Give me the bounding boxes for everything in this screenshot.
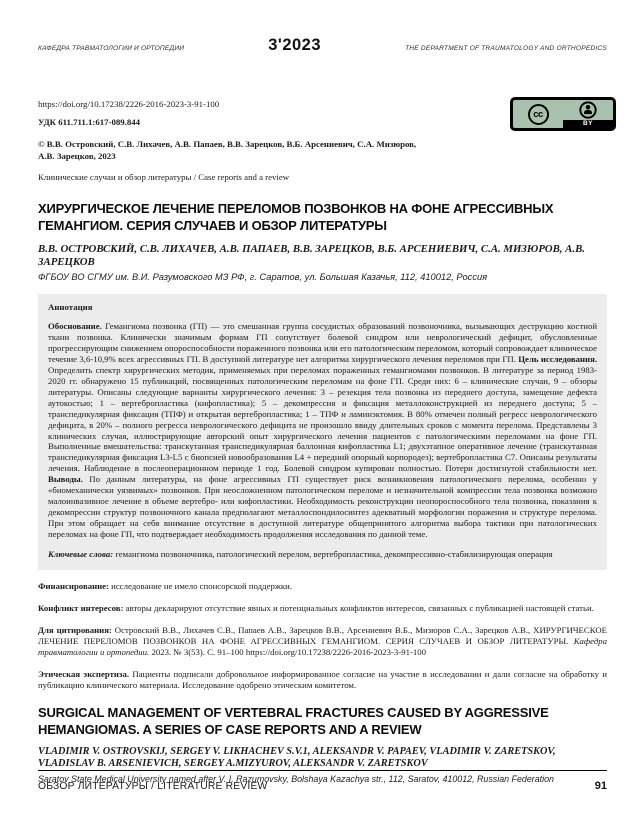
keywords-label: Ключевые слова: xyxy=(48,549,114,560)
funding-text: исследование не имело спонсорской поддержки. xyxy=(108,581,293,592)
cc-by-label: BY xyxy=(563,120,613,128)
copyright-notice xyxy=(38,139,607,162)
copyright-line2: А.В. Зарецков, 2023 xyxy=(38,150,116,161)
citation-text: Островский В.В., Лихачев С.В., Папаев А.В., Зарецков В.В., Арсениевич В.Б., Мизюров С.А., Зарецков А.В., ХИРУРГИЧЕСКОЕ ЛЕЧЕНИЕ ПЕРЕЛОМОВ ПОЗВОНКОВ НА ФОНЕ АГРЕССИВНЫХ ГЕМАНГИОМ. СЕРИЯ СЛУЧАЕВ И ОБЗОР ЛИТЕРАТУРЫ. xyxy=(38,624,607,646)
keywords xyxy=(48,549,597,560)
authors-en: VLADIMIR V. OSTROVSKIJ, SERGEY V. LIKHACHEV S.V.1, ALEKSANDR V. PAPAEV, VLADIMIR V. ZARETSKOV, VLADISLAV B. ARSENIEVICH, SERGEY A.MIZYUROV, ALEKSANDR V. ZARETSKOV xyxy=(38,745,556,769)
article-meta xyxy=(38,99,607,182)
cc-badge-right xyxy=(563,100,613,128)
authors-ru: В.В. ОСТРОВСКИЙ, С.В. ЛИХАЧЕВ, А.В. ПАПАЕВ, В.В. ЗАРЕЦКОВ, В.Б. АРСЕНИЕВИЧ, С.А. МИЗЮРОВ, А.В. ЗАРЕЦКОВ xyxy=(38,243,585,268)
article-title-ru-line2: ГЕМАНГИОМ. СЕРИЯ СЛУЧАЕВ И ОБЗОР ЛИТЕРАТУРЫ xyxy=(38,218,387,233)
ethics-text: Пациенты подписали добровольное информированное согласие на участие в исследовании и дали согласие на обработку и публикацию клинического материала. Исследование одобрено этическим комитетом. xyxy=(38,668,607,690)
page-footer xyxy=(38,770,607,792)
citation-label: Для цитирования: xyxy=(38,624,112,635)
conflict-text: авторы декларируют отсутствие явных и потенциальных конфликтов интересов, связанных с публикацией настоящей статьи. xyxy=(123,602,594,613)
abstract-aim-text: Определить спектр хирургических методик, применяемых при переломах пораженных гемангиомами позвонков. В литературе за период 1983-2020 гг. обнаружено 15 публикаций, посвященных патологическим переломам на фоне ГП. Среди них: 6 – клинические случаи, 9 – обзоры литературы. Описаны следующие варианты хирургического лечения: 3 – резекция тела позвонка из переднего доступа, замещение дефекта аутокостью; 1 – вертебропластика (кифопластика); 5 – декомпрессия и фиксация металлоконструкцией из переднего доступа; 5 – транспедикулярная фиксация (ТПФ) и открытая вертебропластика; 1 – ТПФ и ламинэктомия. В 80% отмечен полный регресс неврологического дефицита, в 20% – полного регресса неврологического дефицита не произошло ввиду длительных сроков с момента перелома. Представлены 3 клинических случая, иллюстрирующие авторский опыт хирургического лечения пациентов с патологическими переломами на фоне ГП. Выполненные вмешательства: транскутанная транспедикулярная баллонная кифопластика L1; двухэтапное оперативное лечение (транскутанная транспедикулярная фиксация L3-L5 с биопсией новообразования L4 + передний опорный корпородез); вертебропластика С7. Описаны результаты лечения. Наблюдение в послеоперационном периоде 1 год. Болевой синдром купирован полностью. Потери достигнутой стабильности нет. xyxy=(48,364,597,474)
abstract-text xyxy=(48,321,597,540)
ethics-label: Этическая экспертиза. xyxy=(38,668,130,679)
affiliation-ru: ФГБОУ ВО СГМУ им. В.И. Разумовского МЗ РФ, г. Саратов, ул. Большая Казачья, 112, 410012, Россия xyxy=(38,272,488,282)
cc-logo-icon: cc xyxy=(528,104,549,125)
abstract-aim-label: Цель исследования. xyxy=(518,353,598,364)
footer-row xyxy=(38,771,607,792)
cc-by-license-badge xyxy=(510,97,616,131)
issue-number: 3'2023 xyxy=(268,36,322,54)
article-title-ru xyxy=(38,200,607,234)
abstract-heading: Аннотация xyxy=(48,302,93,312)
cc-badge-left xyxy=(513,104,563,125)
article-title-en-line1: SURGICAL MANAGEMENT OF VERTEBRAL FRACTURES CAUSED BY AGGRESSIVE xyxy=(38,704,549,720)
copyright-line1: © В.В. Островский, С.В. Лихачев, А.В. Папаев, В.В. Зарецков, В.Б. Арсениевич, С.А. Мизюров, xyxy=(38,139,417,149)
abstract-conclusions-text: По данным литературы, на фоне агрессивных ГП существует риск возникновения патологического перелома, особенно у «биомеханически уязвимых» позвонков. При неосложненном патологическом переломе и незначительной компрессии тела позвонка возможно малоинвазивное лечение в объеме вертебро- или кифопластики. Необходимость реконструкции неопороспособного тела позвонка, показания к декомпрессии структур позвоночного канала предполагают металлоспондилосинтез адекватный морфологии поражения и структуре перелома. При этом обращает на себя внимание отсутствие в доступной литературе общепринятого алгоритма выбора тактики при патологических переломах на фоне ГП, что подтверждает необходимость продолжения исследования по данной теме. xyxy=(48,474,597,540)
keywords-text: гемангиома позвоночника, патологический перелом, вертебропластика, декомпрессивно-стабилизирующая операция xyxy=(113,549,553,560)
ethics-note xyxy=(38,669,607,691)
journal-name-ru: КАФЕДРА ТРАВМАТОЛОГИИ И ОРТОПЕДИИ xyxy=(38,45,185,52)
article-title-en xyxy=(38,704,607,738)
citation-journal-name: Кафедра травматологии и ортопедии. xyxy=(38,635,607,657)
page-number: 91 xyxy=(594,780,607,792)
section-label: Клинические случаи и обзор литературы / Case reports and a review xyxy=(38,172,290,182)
funding-label: Финансирование: xyxy=(38,581,109,592)
doi-link[interactable]: https://doi.org/10.17238/2226-2016-2023-3-91-100 xyxy=(38,99,220,109)
conflict-of-interest-note xyxy=(38,603,607,614)
udk-number: УДК 611.711.1:617-089.844 xyxy=(38,117,141,127)
journal-name-en: THE DEPARTMENT OF TRAUMATOLOGY AND ORTHOPEDICS xyxy=(405,45,607,52)
funding-note xyxy=(38,581,607,592)
abstract-background-label: Обоснование. xyxy=(48,321,102,331)
person-icon xyxy=(578,101,598,119)
running-head xyxy=(38,36,607,55)
affiliation-en: Saratov State Medical University named after V. I. Razumovsky, Bolshaya Kazachya str., 112, Saratov, 410012, Russian Federation xyxy=(38,773,554,784)
article-title-ru-line1: ХИРУРГИЧЕСКОЕ ЛЕЧЕНИЕ ПЕРЕЛОМОВ ПОЗВОНКОВ НА ФОНЕ АГРЕССИВНЫХ xyxy=(38,201,554,216)
abstract-conclusions-label: Выводы. xyxy=(48,474,83,485)
abstract-background-text: Гемангиома позвонка (ГП) — это смешанная группа сосудистых образований позвоночника, вызывающих деструкцию костной ткани позвонка. Клинически значимым формам ГП сопутствует болевой синдром или неврологический дефицит, обусловленные прогрессирующим снижением опороспособности пораженного позвонка или его патологическим переломом, который сопровождает клиническое течение 3,6-10,9% всех агрессивных ГП. В доступной литературе нет алгоритма хирургического лечения переломов при ГП. xyxy=(48,321,597,364)
footer-section-label: ОБЗОР ЛИТЕРАТУРЫ / LITERATURE REVIEW xyxy=(38,781,268,792)
citation-note xyxy=(38,625,607,658)
citation-tail: 2023. № 3(53). С. 91–100 https://doi.org/10.17238/2226-2016-2023-3-91-100 xyxy=(149,646,427,657)
abstract-box xyxy=(38,294,607,570)
article-title-en-line2: HEMANGIOMAS. A SERIES OF CASE REPORTS AND A REVIEW xyxy=(38,721,422,737)
conflict-label: Конфликт интересов: xyxy=(38,602,124,613)
